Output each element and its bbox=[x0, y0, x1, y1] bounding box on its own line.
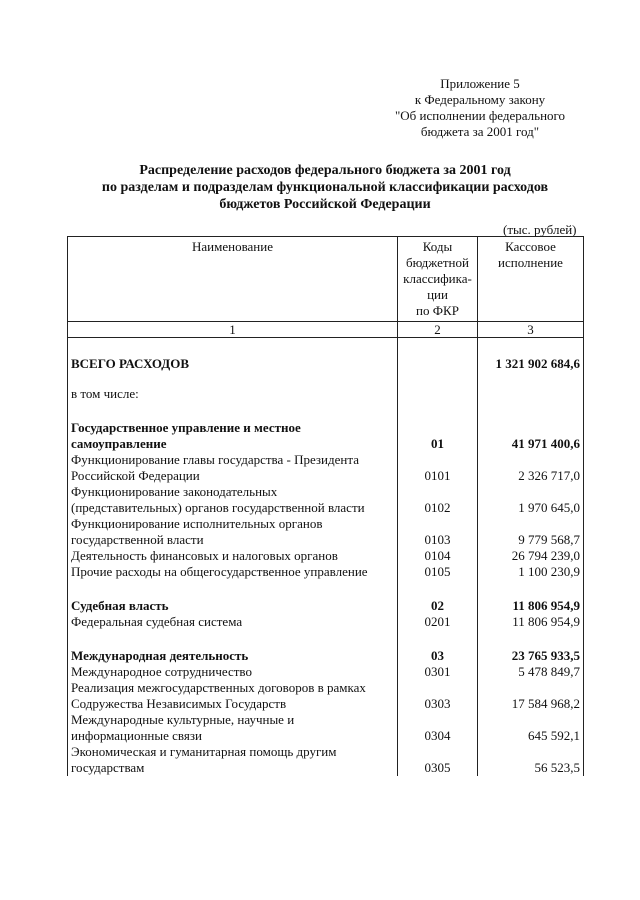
total-code bbox=[398, 356, 478, 372]
section-amount bbox=[478, 420, 584, 436]
table-row bbox=[68, 664, 584, 680]
appendix-line-1: Приложение 5 bbox=[440, 76, 520, 91]
item-code: 0301 bbox=[398, 664, 478, 680]
header-codes-line: классифика- bbox=[403, 271, 472, 286]
title-line-3: бюджетов Российской Федерации bbox=[219, 197, 431, 212]
spacer-row bbox=[68, 630, 584, 648]
item-name: Содружества Независимых Государств bbox=[68, 696, 398, 712]
item-code bbox=[398, 516, 478, 532]
section-row bbox=[68, 598, 584, 614]
header-name-text: Наименование bbox=[192, 239, 273, 254]
item-name: государствам bbox=[68, 760, 398, 776]
table-body bbox=[68, 338, 584, 777]
item-code: 0201 bbox=[398, 614, 478, 630]
item-amount bbox=[478, 452, 584, 468]
item-name: государственной власти bbox=[68, 532, 398, 548]
item-name: Реализация межгосударственных договоров в рамках bbox=[68, 680, 398, 696]
section-code: 01 bbox=[398, 436, 478, 452]
appendix-line-3: "Об исполнении федерального bbox=[394, 108, 566, 123]
item-code: 0304 bbox=[398, 728, 478, 744]
item-name: Федеральная судебная система bbox=[68, 614, 398, 630]
spacer-row bbox=[68, 338, 584, 357]
item-amount: 645 592,1 bbox=[478, 728, 584, 744]
section-row bbox=[68, 648, 584, 664]
including-row bbox=[68, 386, 584, 402]
table-row bbox=[68, 484, 584, 500]
item-amount bbox=[478, 516, 584, 532]
item-amount bbox=[478, 484, 584, 500]
spacer-row bbox=[68, 580, 584, 598]
section-name: Судебная власть bbox=[68, 598, 398, 614]
section-amount: 11 806 954,9 bbox=[478, 598, 584, 614]
section-code bbox=[398, 420, 478, 436]
section-row bbox=[68, 420, 584, 436]
table-row bbox=[68, 516, 584, 532]
item-amount: 17 584 968,2 bbox=[478, 696, 584, 712]
item-amount: 26 794 239,0 bbox=[478, 548, 584, 564]
title-line-2: по разделам и подразделам функциональной классификации расходов bbox=[101, 180, 549, 195]
table-row bbox=[68, 744, 584, 760]
item-amount: 1 970 645,0 bbox=[478, 500, 584, 516]
header-exec-line: исполнение bbox=[498, 255, 563, 270]
item-name: Международное сотрудничество bbox=[68, 664, 398, 680]
item-code bbox=[398, 452, 478, 468]
spacer-row bbox=[68, 372, 584, 386]
section-row bbox=[68, 436, 584, 452]
section-name: Государственное управление и местное bbox=[68, 420, 398, 436]
header-codes-line: ции bbox=[427, 287, 448, 302]
item-code: 0104 bbox=[398, 548, 478, 564]
item-amount: 9 779 568,7 bbox=[478, 532, 584, 548]
item-name: Прочие расходы на общегосударственное управление bbox=[68, 564, 398, 580]
total-name: ВСЕГО РАСХОДОВ bbox=[68, 356, 398, 372]
table-row bbox=[68, 712, 584, 728]
item-code bbox=[398, 680, 478, 696]
item-code bbox=[398, 712, 478, 728]
item-name: (представительных) органов государственной власти bbox=[68, 500, 398, 516]
table-row bbox=[68, 564, 584, 580]
table-header-row bbox=[68, 237, 584, 322]
table-row bbox=[68, 680, 584, 696]
item-name: Российской Федерации bbox=[68, 468, 398, 484]
spacer-row bbox=[68, 402, 584, 420]
item-code: 0103 bbox=[398, 532, 478, 548]
section-code: 02 bbox=[398, 598, 478, 614]
document-title bbox=[40, 162, 610, 213]
item-amount: 56 523,5 bbox=[478, 760, 584, 776]
item-name: Функционирование законодательных bbox=[68, 484, 398, 500]
item-amount: 1 100 230,9 bbox=[478, 564, 584, 580]
table-row bbox=[68, 500, 584, 516]
header-name bbox=[68, 237, 398, 322]
column-number: 2 bbox=[398, 322, 478, 338]
total-row bbox=[68, 356, 584, 372]
item-name: Международные культурные, научные и bbox=[68, 712, 398, 728]
item-code: 0305 bbox=[398, 760, 478, 776]
units-note: (тыс. рублей) bbox=[503, 222, 577, 237]
table-row bbox=[68, 614, 584, 630]
item-amount: 11 806 954,9 bbox=[478, 614, 584, 630]
item-amount: 2 326 717,0 bbox=[478, 468, 584, 484]
item-code bbox=[398, 744, 478, 760]
item-name: Функционирование исполнительных органов bbox=[68, 516, 398, 532]
item-name: Экономическая и гуманитарная помощь другим bbox=[68, 744, 398, 760]
header-codes-line: бюджетной bbox=[406, 255, 469, 270]
total-amount: 1 321 902 684,6 bbox=[478, 356, 584, 372]
header-exec-line: Кассовое bbox=[505, 239, 556, 254]
column-number-row bbox=[68, 322, 584, 338]
item-name: информационные связи bbox=[68, 728, 398, 744]
header-codes bbox=[398, 237, 478, 322]
column-number: 1 bbox=[68, 322, 398, 338]
item-code bbox=[398, 484, 478, 500]
header-execution bbox=[478, 237, 584, 322]
section-name: самоуправление bbox=[68, 436, 398, 452]
table-row bbox=[68, 728, 584, 744]
expenditure-table bbox=[67, 236, 584, 776]
appendix-header bbox=[360, 76, 600, 140]
section-code: 03 bbox=[398, 648, 478, 664]
item-amount: 5 478 849,7 bbox=[478, 664, 584, 680]
item-name: Деятельность финансовых и налоговых органов bbox=[68, 548, 398, 564]
item-amount bbox=[478, 680, 584, 696]
table-row bbox=[68, 532, 584, 548]
item-code: 0303 bbox=[398, 696, 478, 712]
item-code: 0102 bbox=[398, 500, 478, 516]
appendix-line-4: бюджета за 2001 год" bbox=[420, 124, 540, 139]
table-row bbox=[68, 548, 584, 564]
section-amount: 41 971 400,6 bbox=[478, 436, 584, 452]
item-amount bbox=[478, 712, 584, 728]
item-amount bbox=[478, 744, 584, 760]
section-amount: 23 765 933,5 bbox=[478, 648, 584, 664]
table-row bbox=[68, 760, 584, 776]
table-row bbox=[68, 468, 584, 484]
column-number: 3 bbox=[478, 322, 584, 338]
title-line-1: Распределение расходов федерального бюджета за 2001 год bbox=[139, 163, 511, 178]
item-code: 0101 bbox=[398, 468, 478, 484]
table-row bbox=[68, 452, 584, 468]
table-row bbox=[68, 696, 584, 712]
header-codes-line: по ФКР bbox=[416, 303, 459, 318]
section-name: Международная деятельность bbox=[68, 648, 398, 664]
item-name: Функционирование главы государства - Президента bbox=[68, 452, 398, 468]
item-code: 0105 bbox=[398, 564, 478, 580]
appendix-line-2: к Федеральному закону bbox=[414, 92, 546, 107]
header-codes-line: Коды bbox=[422, 239, 453, 254]
including-label: в том числе: bbox=[68, 386, 398, 402]
